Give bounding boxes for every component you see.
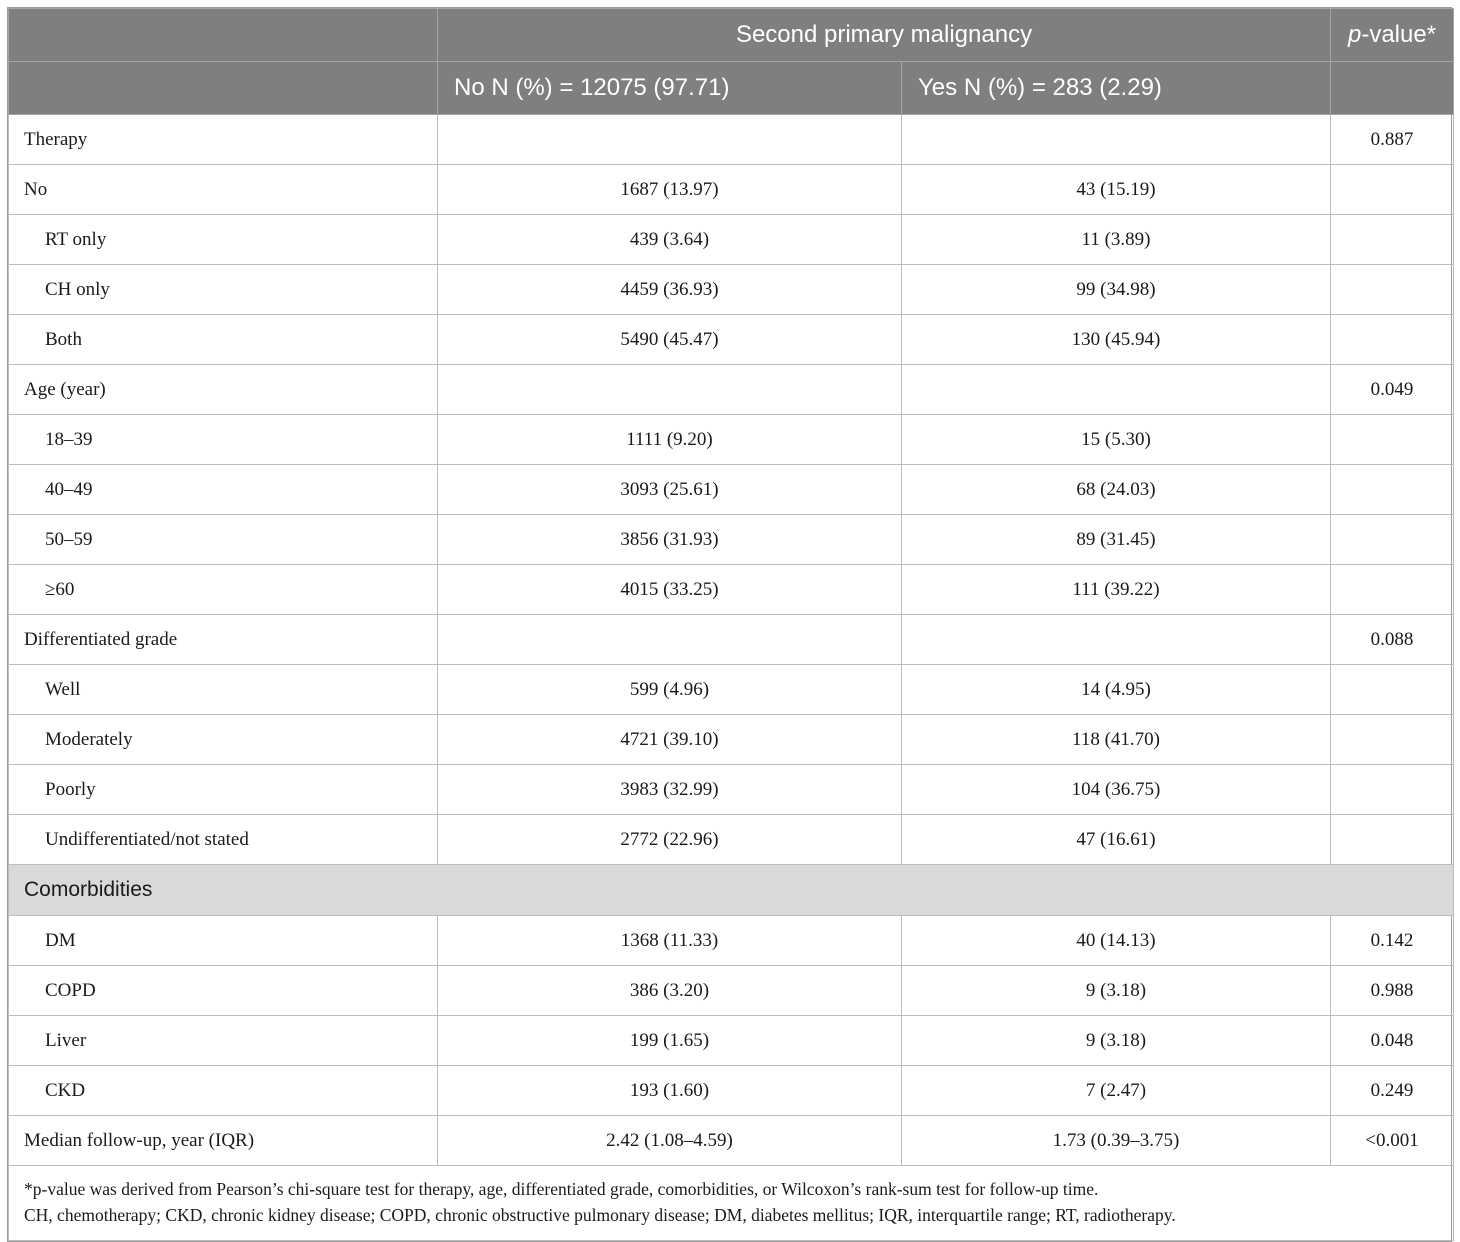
footnote-cell <box>9 1166 1454 1241</box>
value-no: 2772 (22.96) <box>438 815 902 865</box>
row-label: Liver <box>9 1016 438 1066</box>
value-pvalue <box>1331 215 1454 265</box>
value-pvalue <box>1331 515 1454 565</box>
row-label: CKD <box>9 1066 438 1116</box>
value-yes: 104 (36.75) <box>902 765 1331 815</box>
value-yes: 43 (15.19) <box>902 165 1331 215</box>
table-row <box>9 1116 1454 1166</box>
value-yes: 1.73 (0.39–3.75) <box>902 1116 1331 1166</box>
table-row <box>9 815 1454 865</box>
value-no: 3856 (31.93) <box>438 515 902 565</box>
value-pvalue: 0.988 <box>1331 966 1454 1016</box>
table-row <box>9 565 1454 615</box>
data-table-frame <box>7 7 1452 1242</box>
row-label: Median follow-up, year (IQR) <box>9 1116 438 1166</box>
value-pvalue: 0.249 <box>1331 1066 1454 1116</box>
table-row <box>9 515 1454 565</box>
value-pvalue <box>1331 415 1454 465</box>
table-body <box>9 115 1454 1166</box>
table-row <box>9 1066 1454 1116</box>
row-label: DM <box>9 916 438 966</box>
value-no <box>438 115 902 165</box>
table-row <box>9 465 1454 515</box>
table-row <box>9 415 1454 465</box>
row-label: 18–39 <box>9 415 438 465</box>
table-row <box>9 165 1454 215</box>
table-footer <box>9 1166 1454 1241</box>
table-row <box>9 966 1454 1016</box>
value-yes <box>902 365 1331 415</box>
value-no: 3093 (25.61) <box>438 465 902 515</box>
table-row <box>9 365 1454 415</box>
row-label: Well <box>9 665 438 715</box>
row-label: CH only <box>9 265 438 315</box>
value-yes: 130 (45.94) <box>902 315 1331 365</box>
value-no: 1368 (11.33) <box>438 916 902 966</box>
value-pvalue: 0.142 <box>1331 916 1454 966</box>
value-no: 599 (4.96) <box>438 665 902 715</box>
row-label: Therapy <box>9 115 438 165</box>
row-label: RT only <box>9 215 438 265</box>
value-no: 193 (1.60) <box>438 1066 902 1116</box>
header-pvalue <box>1331 9 1454 62</box>
header-blank-cell-2 <box>9 62 438 115</box>
table-row <box>9 765 1454 815</box>
table-row <box>9 115 1454 165</box>
value-yes: 99 (34.98) <box>902 265 1331 315</box>
row-label: 40–49 <box>9 465 438 515</box>
value-yes: 118 (41.70) <box>902 715 1331 765</box>
value-yes: 9 (3.18) <box>902 966 1331 1016</box>
header-blank-cell-3 <box>1331 62 1454 115</box>
row-label: Moderately <box>9 715 438 765</box>
value-no: 4459 (36.93) <box>438 265 902 315</box>
value-no: 1687 (13.97) <box>438 165 902 215</box>
header-group-title: Second primary malignancy <box>438 9 1331 62</box>
table-row <box>9 916 1454 966</box>
footnote-line-2: CH, chemotherapy; CKD, chronic kidney disease; COPD, chronic obstructive pulmonary disease; DM, diabetes mellitus; IQR, interquartile range; RT, radiotherapy. <box>24 1205 1176 1225</box>
value-no: 439 (3.64) <box>438 215 902 265</box>
header-col-no: No N (%) = 12075 (97.71) <box>438 62 902 115</box>
section-label: Comorbidities <box>9 865 1454 916</box>
value-no <box>438 615 902 665</box>
value-yes: 15 (5.30) <box>902 415 1331 465</box>
section-row <box>9 865 1454 916</box>
value-pvalue <box>1331 315 1454 365</box>
value-pvalue <box>1331 165 1454 215</box>
value-yes: 9 (3.18) <box>902 1016 1331 1066</box>
table-row <box>9 265 1454 315</box>
value-no: 199 (1.65) <box>438 1016 902 1066</box>
row-label: Poorly <box>9 765 438 815</box>
value-pvalue <box>1331 565 1454 615</box>
value-yes: 7 (2.47) <box>902 1066 1331 1116</box>
table-row <box>9 315 1454 365</box>
value-no: 3983 (32.99) <box>438 765 902 815</box>
table-row <box>9 665 1454 715</box>
row-label: COPD <box>9 966 438 1016</box>
value-no: 4015 (33.25) <box>438 565 902 615</box>
row-label: Both <box>9 315 438 365</box>
value-pvalue: 0.887 <box>1331 115 1454 165</box>
table-row <box>9 215 1454 265</box>
row-label: ≥60 <box>9 565 438 615</box>
header-pvalue-rest: -value* <box>1361 21 1437 48</box>
header-pvalue-italic: p <box>1347 21 1362 48</box>
value-pvalue <box>1331 265 1454 315</box>
row-label: Undifferentiated/not stated <box>9 815 438 865</box>
table-row <box>9 715 1454 765</box>
table-header <box>9 9 1454 115</box>
row-label: Age (year) <box>9 365 438 415</box>
value-pvalue <box>1331 665 1454 715</box>
table-row <box>9 615 1454 665</box>
value-no <box>438 365 902 415</box>
value-yes: 68 (24.03) <box>902 465 1331 515</box>
value-pvalue: <0.001 <box>1331 1116 1454 1166</box>
row-label: 50–59 <box>9 515 438 565</box>
value-yes: 47 (16.61) <box>902 815 1331 865</box>
value-yes: 111 (39.22) <box>902 565 1331 615</box>
value-pvalue <box>1331 765 1454 815</box>
row-label: No <box>9 165 438 215</box>
value-pvalue: 0.049 <box>1331 365 1454 415</box>
value-pvalue <box>1331 715 1454 765</box>
value-pvalue <box>1331 465 1454 515</box>
value-yes: 11 (3.89) <box>902 215 1331 265</box>
value-yes: 89 (31.45) <box>902 515 1331 565</box>
results-table <box>8 8 1454 1241</box>
header-blank-cell <box>9 9 438 62</box>
value-no: 4721 (39.10) <box>438 715 902 765</box>
value-yes: 14 (4.95) <box>902 665 1331 715</box>
value-yes: 40 (14.13) <box>902 916 1331 966</box>
value-pvalue: 0.048 <box>1331 1016 1454 1066</box>
row-label: Differentiated grade <box>9 615 438 665</box>
footnote-row <box>9 1166 1454 1241</box>
header-col-yes: Yes N (%) = 283 (2.29) <box>902 62 1331 115</box>
value-no: 386 (3.20) <box>438 966 902 1016</box>
footnote-line-1: *p-value was derived from Pearson’s chi-square test for therapy, age, differentiated grade, comorbidities, or Wilcoxon’s rank-sum test for follow-up time. <box>24 1179 1099 1199</box>
value-pvalue <box>1331 815 1454 865</box>
value-no: 2.42 (1.08–4.59) <box>438 1116 902 1166</box>
value-no: 1111 (9.20) <box>438 415 902 465</box>
table-row <box>9 1016 1454 1066</box>
value-yes <box>902 115 1331 165</box>
header-row-group <box>9 9 1454 62</box>
value-yes <box>902 615 1331 665</box>
value-pvalue: 0.088 <box>1331 615 1454 665</box>
header-row-columns <box>9 62 1454 115</box>
value-no: 5490 (45.47) <box>438 315 902 365</box>
